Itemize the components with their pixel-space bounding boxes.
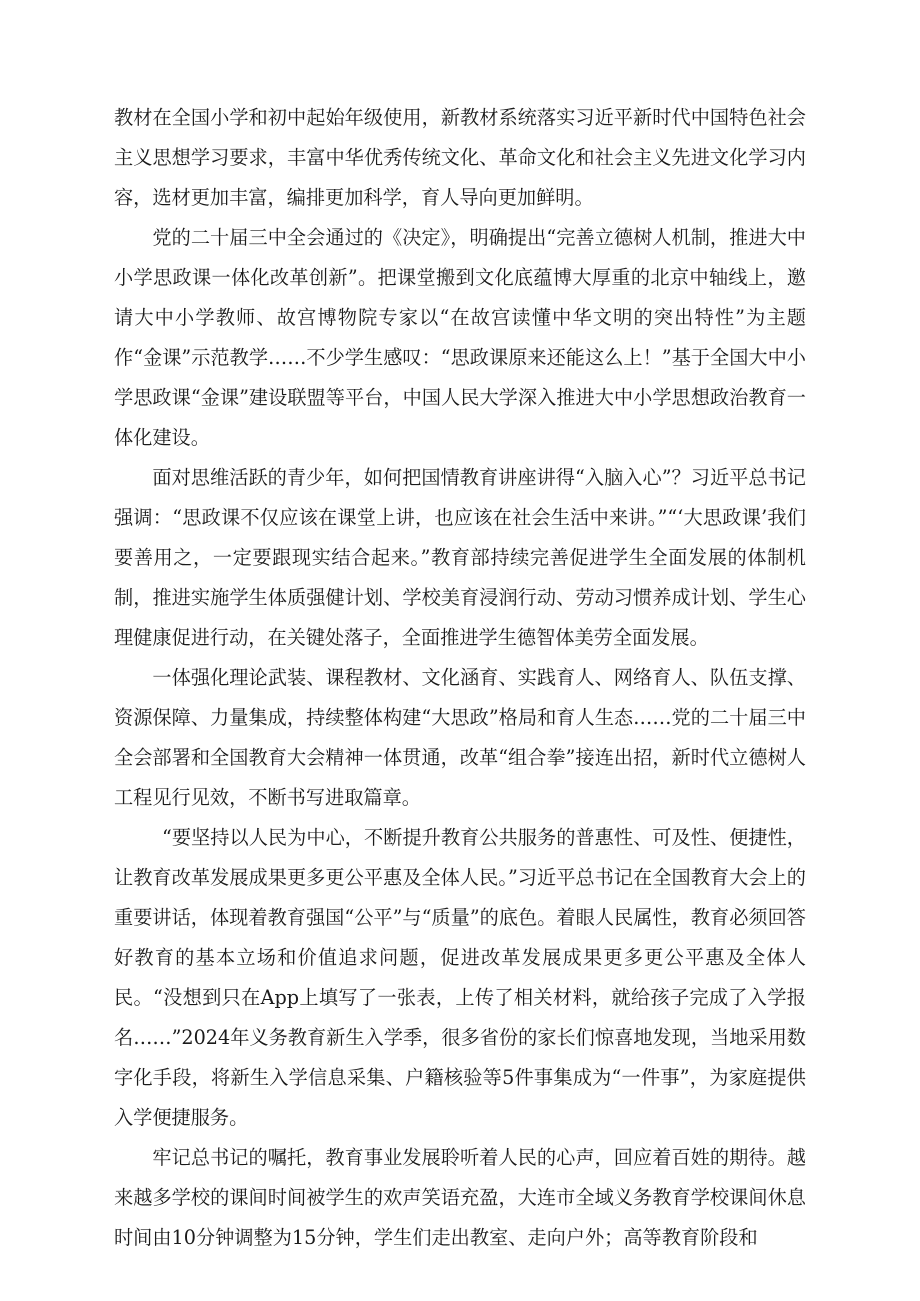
paragraph-3: 面对思维活跃的青少年，如何把国情教育讲座讲得“入脑入心”？习近平总书记强调：“思政课不仅应该在课堂上讲，也应该在社会生活中来讲。”“‘大思政课’我们要善用之，一定要跟现实结合起来。”教育部持续完善促进学生全面发展的体制机制，推进实施学生体质强健计划、学校美育浸润行动、劳动习惯养成计划、学生心理健康促进行动，在关键处落子，全面推进学生德智体美劳全面发展。 xyxy=(114,466,806,649)
paragraph-1: 教材在全国小学和初中起始年级使用，新教材系统落实习近平新时代中国特色社会主义思想学习要求，丰富中华优秀传统文化、革命文化和社会主义先进文化学习内容，选材更加丰富，编排更加科学，育人导向更加鲜明。 xyxy=(114,106,806,209)
paragraph-5: “要坚持以人民为中心，不断提升教育公共服务的普惠性、可及性、便捷性，让教育改革发展成果更多更公平惠及全体人民。”习近平总书记在全国教育大会上的重要讲话，体现着教育强国“公平”与“质量”的底色。着眼人民属性，教育必须回答好教育的基本立场和价值追求问题，促进改革发展成果更多更公平惠及全体人民。“没想到只在App上填写了一张表，上传了相关材料，就给孩子完成了入学报名……”2024年义务教育新生入学季，很多省份的家长们惊喜地发现，当地采用数字化手段，将新生入学信息采集、户籍核验等5件事集成为“一件事”，为家庭提供入学便捷服务。 xyxy=(114,826,806,1129)
paragraph-6: 牢记总书记的嘱托，教育事业发展聆听着人民的心声，回应着百姓的期待。越来越多学校的课间时间被学生的欢声笑语充盈，大连市全域义务教育学校课间休息时间由10分钟调整为15分钟，学生们走出教室、走向户外；高等教育阶段和 xyxy=(114,1146,806,1249)
document-page xyxy=(114,98,806,1258)
paragraph-4: 一体强化理论武装、课程教材、文化涵育、实践育人、网络育人、队伍支撑、资源保障、力量集成，持续整体构建“大思政”格局和育人生态……党的二十届三中全会部署和全国教育大会精神一体贯通，改革“组合拳”接连出招，新时代立德树人工程见行见效，不断书写进取篇章。 xyxy=(114,666,806,809)
paragraph-2: 党的二十届三中全会通过的《决定》，明确提出“完善立德树人机制，推进大中小学思政课一体化改革创新”。把课堂搬到文化底蕴博大厚重的北京中轴线上，邀请大中小学教师、故宫博物院专家以“在故宫读懂中华文明的突出特性”为主题作“金课”示范教学……不少学生感叹：“思政课原来还能这么上！”基于全国大中小学思政课“金课”建设联盟等平台，中国人民大学深入推进大中小学思想政治教育一体化建设。 xyxy=(114,226,806,449)
